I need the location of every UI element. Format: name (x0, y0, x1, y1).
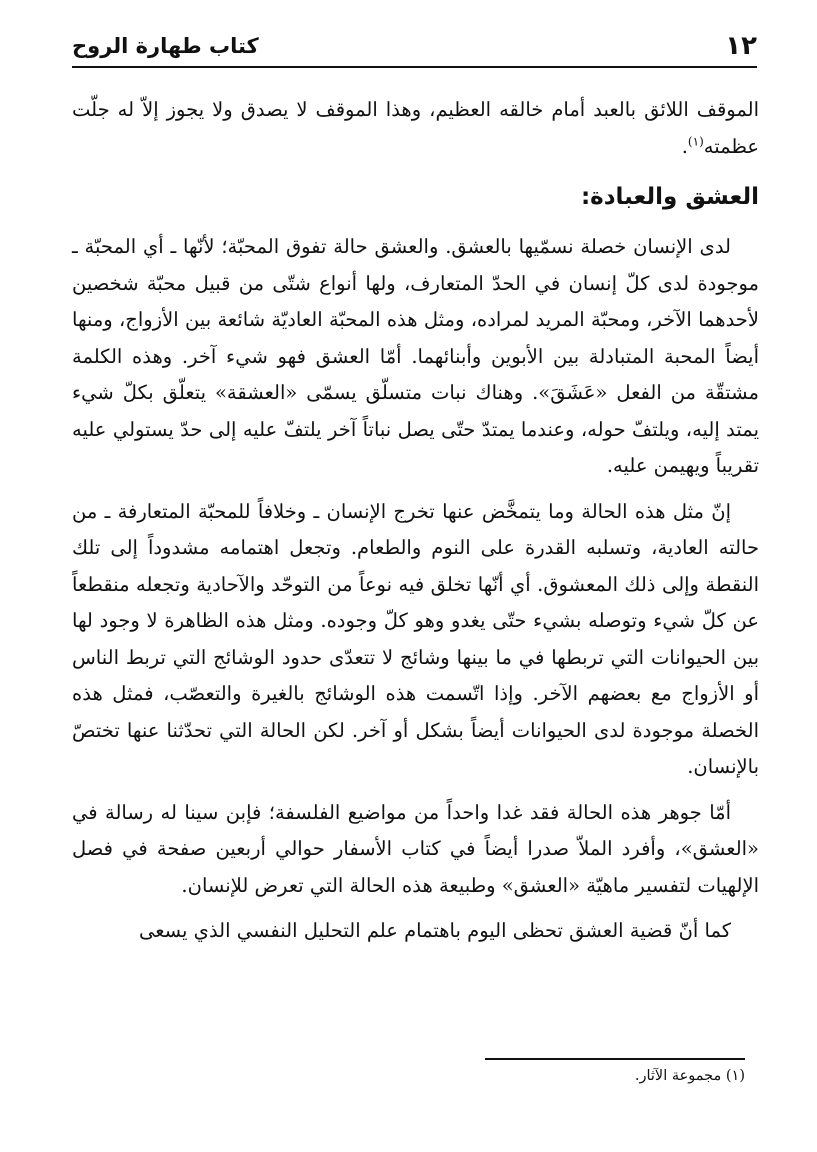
footnote-reference: (١) (687, 134, 704, 148)
paragraph-4: أمّا جوهر هذه الحالة فقد غدا واحداً من مواضيع الفلسفة؛ فإبن سينا له رسالة في «العشق»، وأفرد الملاّ صدرا أيضاً في كتاب الأسفار حوالي أربعين صفحة في فصل الإلهيات لتفسير ماهيّة «العشق» وطبيعة هذه الحالة التي تعرض للإنسان. (72, 800, 759, 897)
paragraph-1-end: . (681, 134, 688, 158)
paragraph-5: كما أنّ قضية العشق تحظى اليوم باهتمام علم التحليل النفسي الذي يسعى (139, 919, 731, 942)
footnote: (١) مجموعة الآثار. (634, 1068, 745, 1084)
paragraph-1 (72, 92, 759, 165)
page-header (72, 26, 757, 68)
paragraph-2: لدى الإنسان خصلة نسمّيها بالعشق. والعشق حالة تفوق المحبّة؛ لأنّها ـ أي المحبّة ـ موجودة لدى كلّ إنسان في الحدّ المتعارف، ولها أنواع شتّى من قبيل محبّة شخصين لأحدهما الآخر، ومحبّة المريد لمراده، ومثل هذه المحبّة العاديّة شائعة بين الأزواج، ومنها أيضاً المحبة المتبادلة بين الأبوين وأبنائهما. أمّا العشق فهو شيء آخر. وهذه الكلمة مشتقّة من الفعل «عَشَقَ». وهناك نبات متسلّق يسمّى «العشقة» يتعلّق بكلّ شيء يمتد إليه، ويلتفّ حوله، وعندما يمتدّ حتّى يصل نباتاً آخر يلتفّ عليه إلى حدّ يستولي عليه تقريباً ويهيمن عليه. (72, 235, 759, 477)
paragraph-3: إنّ مثل هذه الحالة وما يتمخَّض عنها تخرج الإنسان ـ وخلافاً للمحبّة المتعارفة ـ من حالته العادية، وتسلبه القدرة على النوم والطعام. وتجعل اهتمامه مشدوداً إلى تلك النقطة وإلى ذلك المعشوق. أي أنّها تخلق فيه نوعاً من التوحّد والآحادية وتجعله منقطعاً عن كلّ شيء وتوصله بشيء حتّى يغدو وهو كلّ وجوده. ومثل هذه الظاهرة لا وجود لها بين الحيوانات التي تربطها في ما بينها وشائج لا تتعدّى حدود الوشائج التي تربط الناس أو الأزواج مع بعضهم الآخر. وإذا اتّسمت هذه الوشائج بالغيرة والتعصّب، فمثل هذه الخصلة موجودة لدى الحيوانات أيضاً بشكل أو آخر. لكن الحالة التي تحدّثنا عنها تختصّ بالإنسان. (72, 499, 759, 778)
section-heading: العشق والعبادة: (580, 184, 759, 210)
page-body (72, 92, 759, 959)
paragraph-1-text: الموقف اللائق بالعبد أمام خالقه العظيم، وهذا الموقف لا يصدق ولا يجوز إلاّ له جلّت عظمته (72, 98, 759, 158)
running-title: كتاب طهارة الروح (72, 34, 259, 58)
page-number: ١٢ (725, 31, 757, 61)
footnote-divider (485, 1058, 745, 1060)
